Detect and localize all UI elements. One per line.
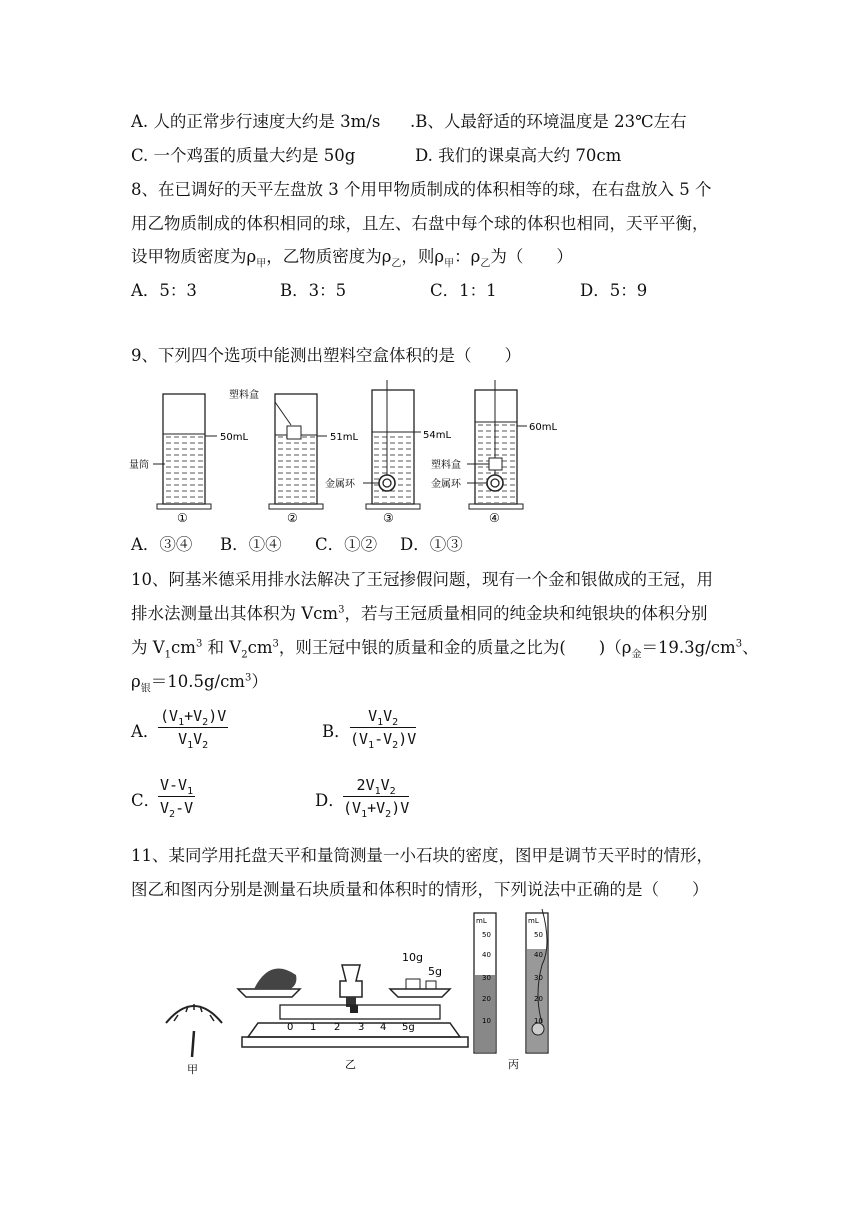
box-label-4: 塑料盒 [431, 460, 461, 471]
number-3: ③ [383, 511, 394, 525]
q8-option-a: A．5：3 [131, 281, 197, 300]
q8-line-2: 用乙物质制成的体积相同的球，且左、右盘中每个球的体积也相同，天平平衡， [131, 214, 709, 233]
tick-2-30: 30 [534, 974, 543, 982]
label-jia: 甲 [187, 1063, 198, 1076]
reading-1: 50mL [220, 432, 249, 443]
unit-2: mL [528, 917, 539, 925]
cylinder-1 [129, 394, 248, 525]
tick-1-10: 10 [482, 1017, 491, 1025]
tick-2-20: 20 [534, 995, 543, 1003]
ring-label-4: 金属环 [431, 479, 461, 490]
reading-4: 60mL [529, 422, 558, 433]
box-label: 塑料盒 [229, 390, 259, 401]
ring-label-3: 金属环 [325, 479, 355, 490]
cylinder-label: 量筒 [129, 460, 149, 471]
cylinder-4 [431, 380, 557, 525]
q10-option-c-label: C． [131, 791, 161, 810]
q7-option-b: .B、人最舒适的环境温度是 23℃左右 [410, 112, 687, 131]
number-1: ① [177, 511, 188, 525]
scale-tick-1: 1 [310, 1022, 317, 1033]
q9-stem: 9、下列四个选项中能测出塑料空盒体积的是（ ） [131, 346, 521, 365]
q9-option-c: C．①② [315, 535, 378, 554]
number-4: ④ [489, 511, 500, 525]
tick-1-40: 40 [482, 951, 491, 959]
q8-option-b: B．3：5 [280, 281, 347, 300]
tick-1-50: 50 [482, 931, 491, 939]
q7-option-c: C. 一个鸡蛋的质量大约是 50g [131, 146, 356, 165]
q10-option-b-label: B． [322, 722, 351, 741]
scale-tick-5: 5g [402, 1022, 415, 1033]
scale-tick-3: 3 [358, 1022, 365, 1033]
balance-dial [166, 1004, 222, 1076]
balance-scale [238, 951, 468, 1071]
q7-option-d: D. 我们的课桌高大约 70cm [415, 146, 622, 165]
weight-10g: 10g [402, 951, 423, 964]
tick-1-30: 30 [482, 974, 491, 982]
q10-option-a-fraction: $\frac{(V_1+V_2)V}{V_1V_2}$ [160, 707, 227, 751]
scale-tick-2: 2 [334, 1022, 341, 1033]
q11-line-1: 11、某同学用托盘天平和量筒测量一小石块的密度，图甲是调节天平时的情形， [131, 846, 713, 865]
q9-figure [125, 380, 565, 530]
q11-figure [150, 905, 570, 1080]
unit-1: mL [476, 917, 487, 925]
q8-line-1: 8、在已调好的天平左盘放 3 个用甲物质制成的体积相等的球，在右盘放入 5 个 [131, 180, 712, 199]
label-bing: 丙 [508, 1058, 519, 1071]
q8-line-3: 设甲物质密度为$\rho_甲$，乙物质密度为$\rho_乙$，则$\rho_甲$：$\rho_乙$为（ ） [131, 247, 573, 270]
q10-option-d-fraction: $\frac{2V_1V_2}{(V_1+V_2)V}$ [343, 776, 410, 820]
q9-option-b: B．①④ [220, 535, 282, 554]
q10-line-2: 排水法测量出其体积为 Vcm$^3$，若与王冠质量相同的纯金块和纯银块的体积分别 [131, 604, 708, 623]
scale-tick-0: 0 [287, 1022, 294, 1033]
q9-option-a: A．③④ [131, 535, 193, 554]
q7-option-a: A. 人的正常步行速度大约是 3m/s [131, 112, 381, 131]
scale-tick-4: 4 [380, 1022, 387, 1033]
cylinder-3 [325, 380, 451, 525]
number-2: ② [287, 511, 298, 525]
q10-option-c-fraction: $\frac{V-V_1}{V_2-V}$ [160, 776, 194, 820]
q11-line-2: 图乙和图丙分别是测量石块质量和体积时的情形，下列说法中正确的是（ ） [131, 880, 709, 899]
q8-option-c: C．1：1 [430, 281, 497, 300]
q8-option-d: D．5：9 [580, 281, 648, 300]
tick-2-40: 40 [534, 951, 543, 959]
tick-1-20: 20 [482, 995, 491, 1003]
tick-2-10: 10 [534, 1017, 543, 1025]
q10-option-b-fraction: $\frac{V_1V_2}{(V_1-V_2)V}$ [350, 707, 417, 751]
q10-option-a-label: A． [131, 722, 160, 741]
reading-3: 54mL [423, 430, 452, 441]
q10-line-3: 为 $V_1cm^3$ 和 $V_2cm^3$，则王冠中银的质量和金的质量之比为( )（$\rho_金=19.3g/cm^3$、 [131, 638, 759, 661]
label-yi: 乙 [345, 1058, 356, 1071]
q10-line-4: $\rho_银=10.5g/cm^3$） [131, 672, 268, 695]
graduated-cylinders [474, 909, 548, 1071]
tick-2-50: 50 [534, 931, 543, 939]
reading-2: 51mL [330, 432, 359, 443]
cylinder-2 [229, 388, 358, 525]
q10-option-d-label: D． [315, 791, 345, 810]
weight-5g: 5g [428, 965, 442, 978]
q9-option-d: D．①③ [400, 535, 463, 554]
q10-line-1: 10、阿基米德采用排水法解决了王冠掺假问题，现有一个金和银做成的王冠，用 [131, 570, 713, 589]
